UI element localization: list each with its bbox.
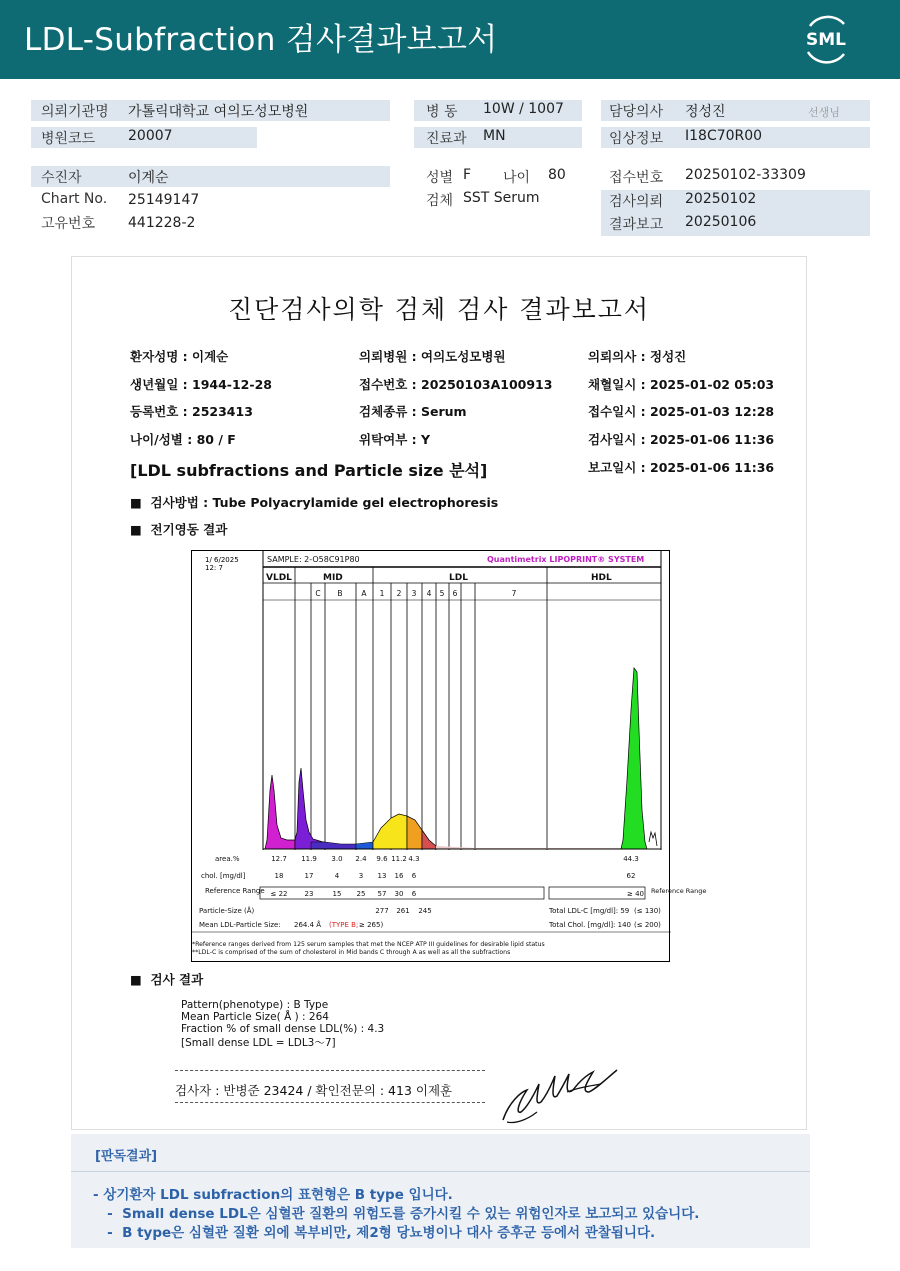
age-label: 나이 [503,170,531,186]
report-title: 진단검사의학 검체 검사 결과보고서 [227,295,651,324]
particle-label: Particle-Size (Å) [199,907,255,915]
chol-value-0: 18 [274,872,284,880]
code-value: 20007 [128,128,173,144]
findings-line-1: - 상기환자 LDL subfraction의 표현형은 B type 입니다. [93,1187,453,1203]
reception-value: 20250102-33309 [685,167,806,183]
result-fraction: Fraction % of small dense LDL(%) : 4.3 [181,1023,385,1035]
area-value-3: 2.4 [355,855,367,863]
footnote-1: *Reference ranges derived from 125 serum samples that met the NCEP ATP III guidelines for desirable lipid status [192,941,545,948]
test-time-line: 검사일시 : 2025-01-06 11:36 [588,432,775,447]
result-mean-size: Mean Particle Size( Å ) : 264 [181,1011,329,1023]
handwritten-signature [497,1062,622,1127]
accession-line: 접수번호 : 20250103A100913 [359,377,553,392]
mean-ref: ≥ 265) [359,921,384,929]
particle-value-1: 261 [396,907,410,915]
sex-value: F [463,167,472,183]
findings-line-2: - Small dense LDL은 심혈관 질환의 위험도를 증가시킬 수 있는 위험인자로 보고되고 있습니다. [93,1206,700,1222]
chol-value-5: 16 [394,872,404,880]
section-title: [LDL subfractions and Particle size 분석] [130,461,488,480]
patient-name-line: 환자성명 : 이계순 [130,349,229,364]
band-label-9: 7 [511,589,517,598]
area-value-2: 3.0 [331,855,343,863]
area-value-0: 12.7 [271,855,287,863]
chart-label: Chart No. [41,191,108,207]
specimen-type-line: 검체종류 : Serum [359,404,467,419]
ward-label: 병 동 [426,104,458,120]
group-label-hdl: HDL [591,573,612,583]
dept-label: 진료과 [426,131,467,147]
receipt-time-line: 접수일시 : 2025-01-03 12:28 [588,404,775,419]
area-label: area.% [215,855,240,863]
chart-date: 1/ 6/2025 [205,556,239,564]
code-label: 병원코드 [41,131,96,147]
age-sex-line: 나이/성별 : 80 / F [130,432,236,447]
group-label-mid: MID [323,573,343,583]
total-ldl: Total LDL-C [mg/dl]: 59 [549,907,630,915]
result-note: [Small dense LDL = LDL3～7] [181,1037,336,1049]
ref-label-right: Reference Range [651,887,707,895]
lab-report-document [71,256,807,1130]
area-value-4: 9.6 [376,855,388,863]
chart-sample: SAMPLE: 2-O58C91P80 [267,555,360,564]
specimen-label: 검체 [426,193,454,209]
collection-time-line: 채혈일시 : 2025-01-02 05:03 [588,377,775,392]
result-pattern: Pattern(phenotype) : B Type [181,999,329,1011]
findings-line-3: - B type은 심혈관 질환 외에 복부비만, 제2형 당뇨병이나 대사 증후군 등에서 관찰됩니다. [93,1225,656,1241]
age-value: 80 [548,167,566,183]
area-value-5: 11.2 [391,855,407,863]
signer-rule-top [175,1070,485,1071]
clinical-value: I18C70R00 [685,128,763,144]
hospital-label: 의뢰기관명 [41,104,109,120]
total-chol: Total Chol. [mg/dl]: 140 [549,921,631,929]
page-title: LDL-Subfraction 검사결과보고서 [24,22,498,58]
ward-value: 10W / 1007 [483,101,564,117]
ref-value-4: 57 [377,890,387,898]
chart-time: 12: 7 [205,564,223,572]
findings-title: [판독결과] [95,1149,158,1164]
chol-value-3: 3 [358,872,364,880]
signer-rule-bottom [175,1102,485,1103]
specimen-value: SST Serum [463,190,540,206]
mean-value: 264.4 Å [294,921,322,929]
consignment-line: 위탁여부 : Y [359,432,431,447]
uid-label: 고유번호 [41,216,96,232]
band-label-7: 5 [439,589,445,598]
requesting-doctor-line: 의뢰의사 : 정성진 [588,349,687,364]
band-label-8: 6 [452,589,458,598]
method-bullet: ■ 검사방법 : Tube Polyacrylamide gel electrophoresis [130,495,499,510]
area-value-6: 4.3 [408,855,420,863]
particle-value-0: 277 [375,907,389,915]
doctor-label: 담당의사 [609,104,664,120]
band-label-2: A [361,589,367,598]
registration-line: 등록번호 : 2523413 [130,404,253,419]
chol-value-10: 62 [626,872,636,880]
area-value-10: 44.3 [623,855,639,863]
result-bullet: ■ 검사 결과 [130,972,204,987]
chol-value-2: 4 [334,872,340,880]
ref-label: Reference Range [205,887,265,895]
sml-logo [800,12,852,64]
total-ldl-ref: (≤ 130) [634,907,661,915]
band-label-5: 3 [411,589,417,598]
ref-value-5: 30 [394,890,404,898]
band-label-1: B [337,589,343,598]
electro-bullet: ■ 전기영동 결과 [130,522,228,537]
chart-value: 25149147 [128,192,200,208]
band-label-6: 4 [426,589,432,598]
band-label-4: 2 [396,589,402,598]
dept-value: MN [483,128,506,144]
chol-value-6: 6 [411,872,417,880]
particle-value-2: 245 [418,907,432,915]
report-label: 결과보고 [609,217,664,233]
particle-values [375,907,431,915]
ref-value-0: ≤ 22 [270,890,288,898]
ref-value-3: 25 [356,890,366,898]
ref-value-6: 6 [411,890,417,898]
chol-label: chol. [mg/dl] [201,872,246,880]
hospital-value: 가톨릭대학교 여의도성모병원 [128,104,309,120]
patient-value: 이계순 [128,170,169,186]
electro-title: 전기영동 결과 [150,522,228,537]
clinical-label: 임상정보 [609,131,664,147]
reception-label: 접수번호 [609,170,664,186]
findings-divider [71,1171,810,1172]
patient-label: 수진자 [41,170,82,186]
footnote-2: **LDL-C is comprised of the sum of cholesterol in Mid bands C through A as well as all the subfractions [192,949,511,956]
doctor-suffix: 선생님 [808,106,840,119]
signer-line: 검사자 : 반병준 23424 / 확인전문의 : 413 이제훈 [175,1083,453,1098]
report-value: 20250106 [685,214,757,230]
result-title: 검사 결과 [150,972,204,987]
chart-system: Quantimetrix LIPOPRINT® SYSTEM [487,555,645,564]
ref-value-1: 23 [304,890,314,898]
request-label: 검사의뢰 [609,194,664,210]
sex-label: 성별 [426,170,454,186]
request-value: 20250102 [685,191,757,207]
total-chol-ref: (≤ 200) [634,921,661,929]
hdl-ref: ≥ 40 [627,890,644,898]
svg-text:SML: SML [806,30,846,50]
band-label-3: 1 [379,589,385,598]
electrophoresis-chart [191,550,707,962]
report-time-line: 보고일시 : 2025-01-06 11:36 [588,460,775,475]
chol-value-1: 17 [304,872,314,880]
report-header [0,0,900,79]
uid-value: 441228-2 [128,215,196,231]
doctor-value: 정성진 [685,104,726,120]
patient-row-bg [31,166,390,187]
mean-label: Mean LDL-Particle Size: [199,921,281,929]
group-label-vldl: VLDL [266,573,292,583]
group-label-ldl: LDL [449,573,468,583]
band-label-0: C [315,589,321,598]
chol-value-4: 13 [377,872,387,880]
method-text: 검사방법 : Tube Polyacrylamide gel electrophoresis [150,495,499,510]
birthdate-line: 생년월일 : 1944-12-28 [130,377,272,392]
findings-panel [71,1134,810,1248]
mean-type: (TYPE B; [329,921,359,929]
area-value-1: 11.9 [301,855,317,863]
ref-value-2: 15 [332,890,342,898]
requesting-hospital-line: 의뢰병원 : 여의도성모병원 [359,349,506,364]
